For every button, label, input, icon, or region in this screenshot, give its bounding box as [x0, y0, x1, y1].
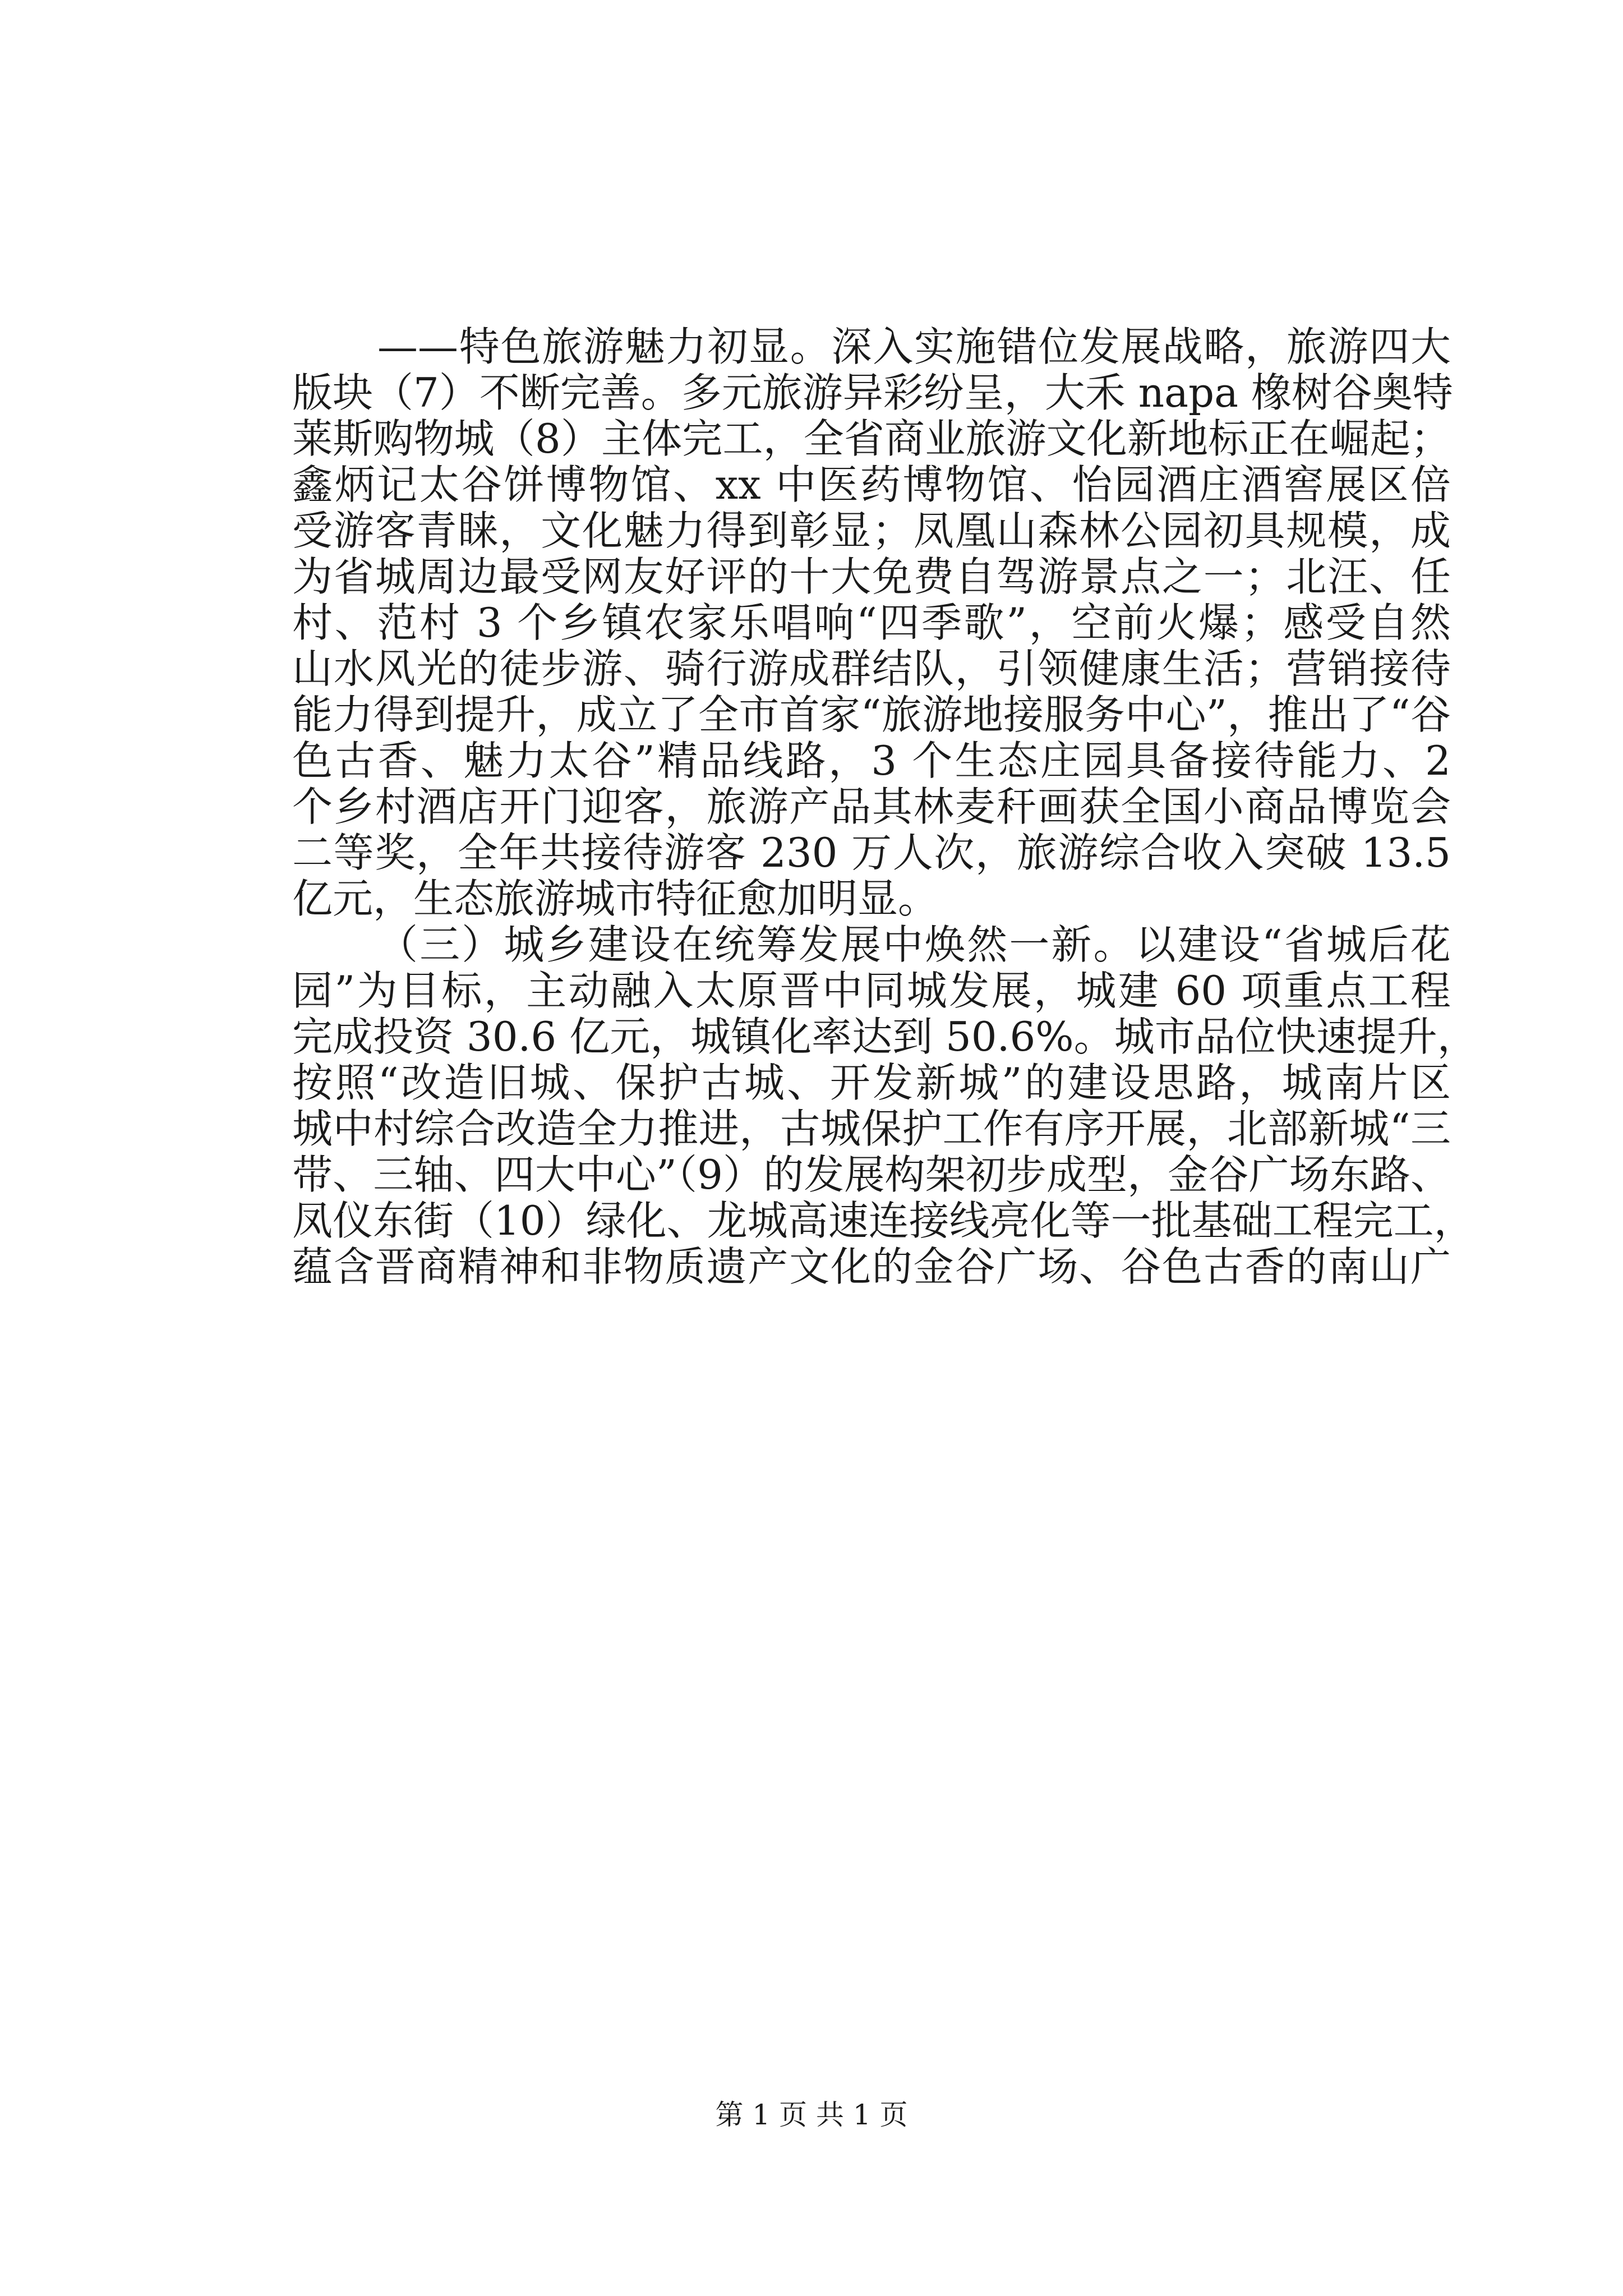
paragraph-2-line-6: 带、三轴、四大中心”（9）的发展构架初步成型，金谷广场东路、 — [292, 1151, 1451, 1198]
page-footer: 第 1 页 共 1 页 — [715, 2099, 908, 2131]
paragraph-2-line-2: 园”为目标，主动融入太原晋中同城发展，城建 60 项重点工程 — [292, 967, 1451, 1014]
paragraph-2-line-3: 完成投资 30.6 亿元，城镇化率达到 50.6%。城市品位快速提升， — [292, 1013, 1478, 1060]
paragraph-1-line-1: ——特色旅游魅力初显。深入实施错位发展战略，旅游四大 — [377, 323, 1451, 370]
paragraph-1-line-12: 二等奖，全年共接待游客 230 万人次，旅游综合收入突破 13.5 — [292, 829, 1451, 876]
paragraph-1-line-10: 色古香、魅力太谷”精品线路，3 个生态庄园具备接待能力、2 — [292, 737, 1451, 784]
paragraph-2-line-8: 蕴含晋商精神和非物质遗产文化的金谷广场、谷色古香的南山广 — [292, 1243, 1451, 1290]
paragraph-2-line-4: 按照“改造旧城、保护古城、开发新城”的建设思路，城南片区 — [292, 1059, 1451, 1106]
paragraph-1-line-3: 莱斯购物城（8）主体完工，全省商业旅游文化新地标正在崛起； — [292, 415, 1451, 462]
paragraph-1-line-11: 个乡村酒店开门迎客，旅游产品其林麦秆画获全国小商品博览会 — [292, 783, 1451, 830]
paragraph-1-line-13: 亿元，生态旅游城市特征愈加明显。 — [292, 875, 939, 922]
paragraph-1-line-9: 能力得到提升，成立了全市首家“旅游地接服务中心”，推出了“谷 — [292, 691, 1451, 738]
paragraph-2-line-7: 凤仪东街（10）绿化、龙城高速连接线亮化等一批基础工程完工， — [292, 1197, 1474, 1244]
paragraph-1-line-5: 受游客青睐，文化魅力得到彰显；凤凰山森林公园初具规模，成 — [292, 507, 1451, 554]
paragraph-1-line-7: 村、范村 3 个乡镇农家乐唱响“四季歌”，空前火爆；感受自然 — [292, 599, 1451, 646]
paragraph-1-line-8: 山水风光的徒步游、骑行游成群结队，引领健康生活；营销接待 — [292, 645, 1451, 692]
paragraph-1-line-2: 版块（7）不断完善。多元旅游异彩纷呈，大禾 napa 橡树谷奥特 — [292, 369, 1453, 416]
paragraph-2-line-1: （三）城乡建设在统筹发展中焕然一新。以建设“省城后花 — [377, 921, 1451, 968]
paragraph-2-line-5: 城中村综合改造全力推进，古城保护工作有序开展，北部新城“三 — [292, 1105, 1451, 1152]
paragraph-1-line-6: 为省城周边最受网友好评的十大免费自驾游景点之一；北汪、任 — [292, 553, 1451, 600]
paragraph-1-line-4: 鑫炳记太谷饼博物馆、xx 中医药博物馆、怡园酒庄酒窖展区倍 — [292, 461, 1451, 508]
